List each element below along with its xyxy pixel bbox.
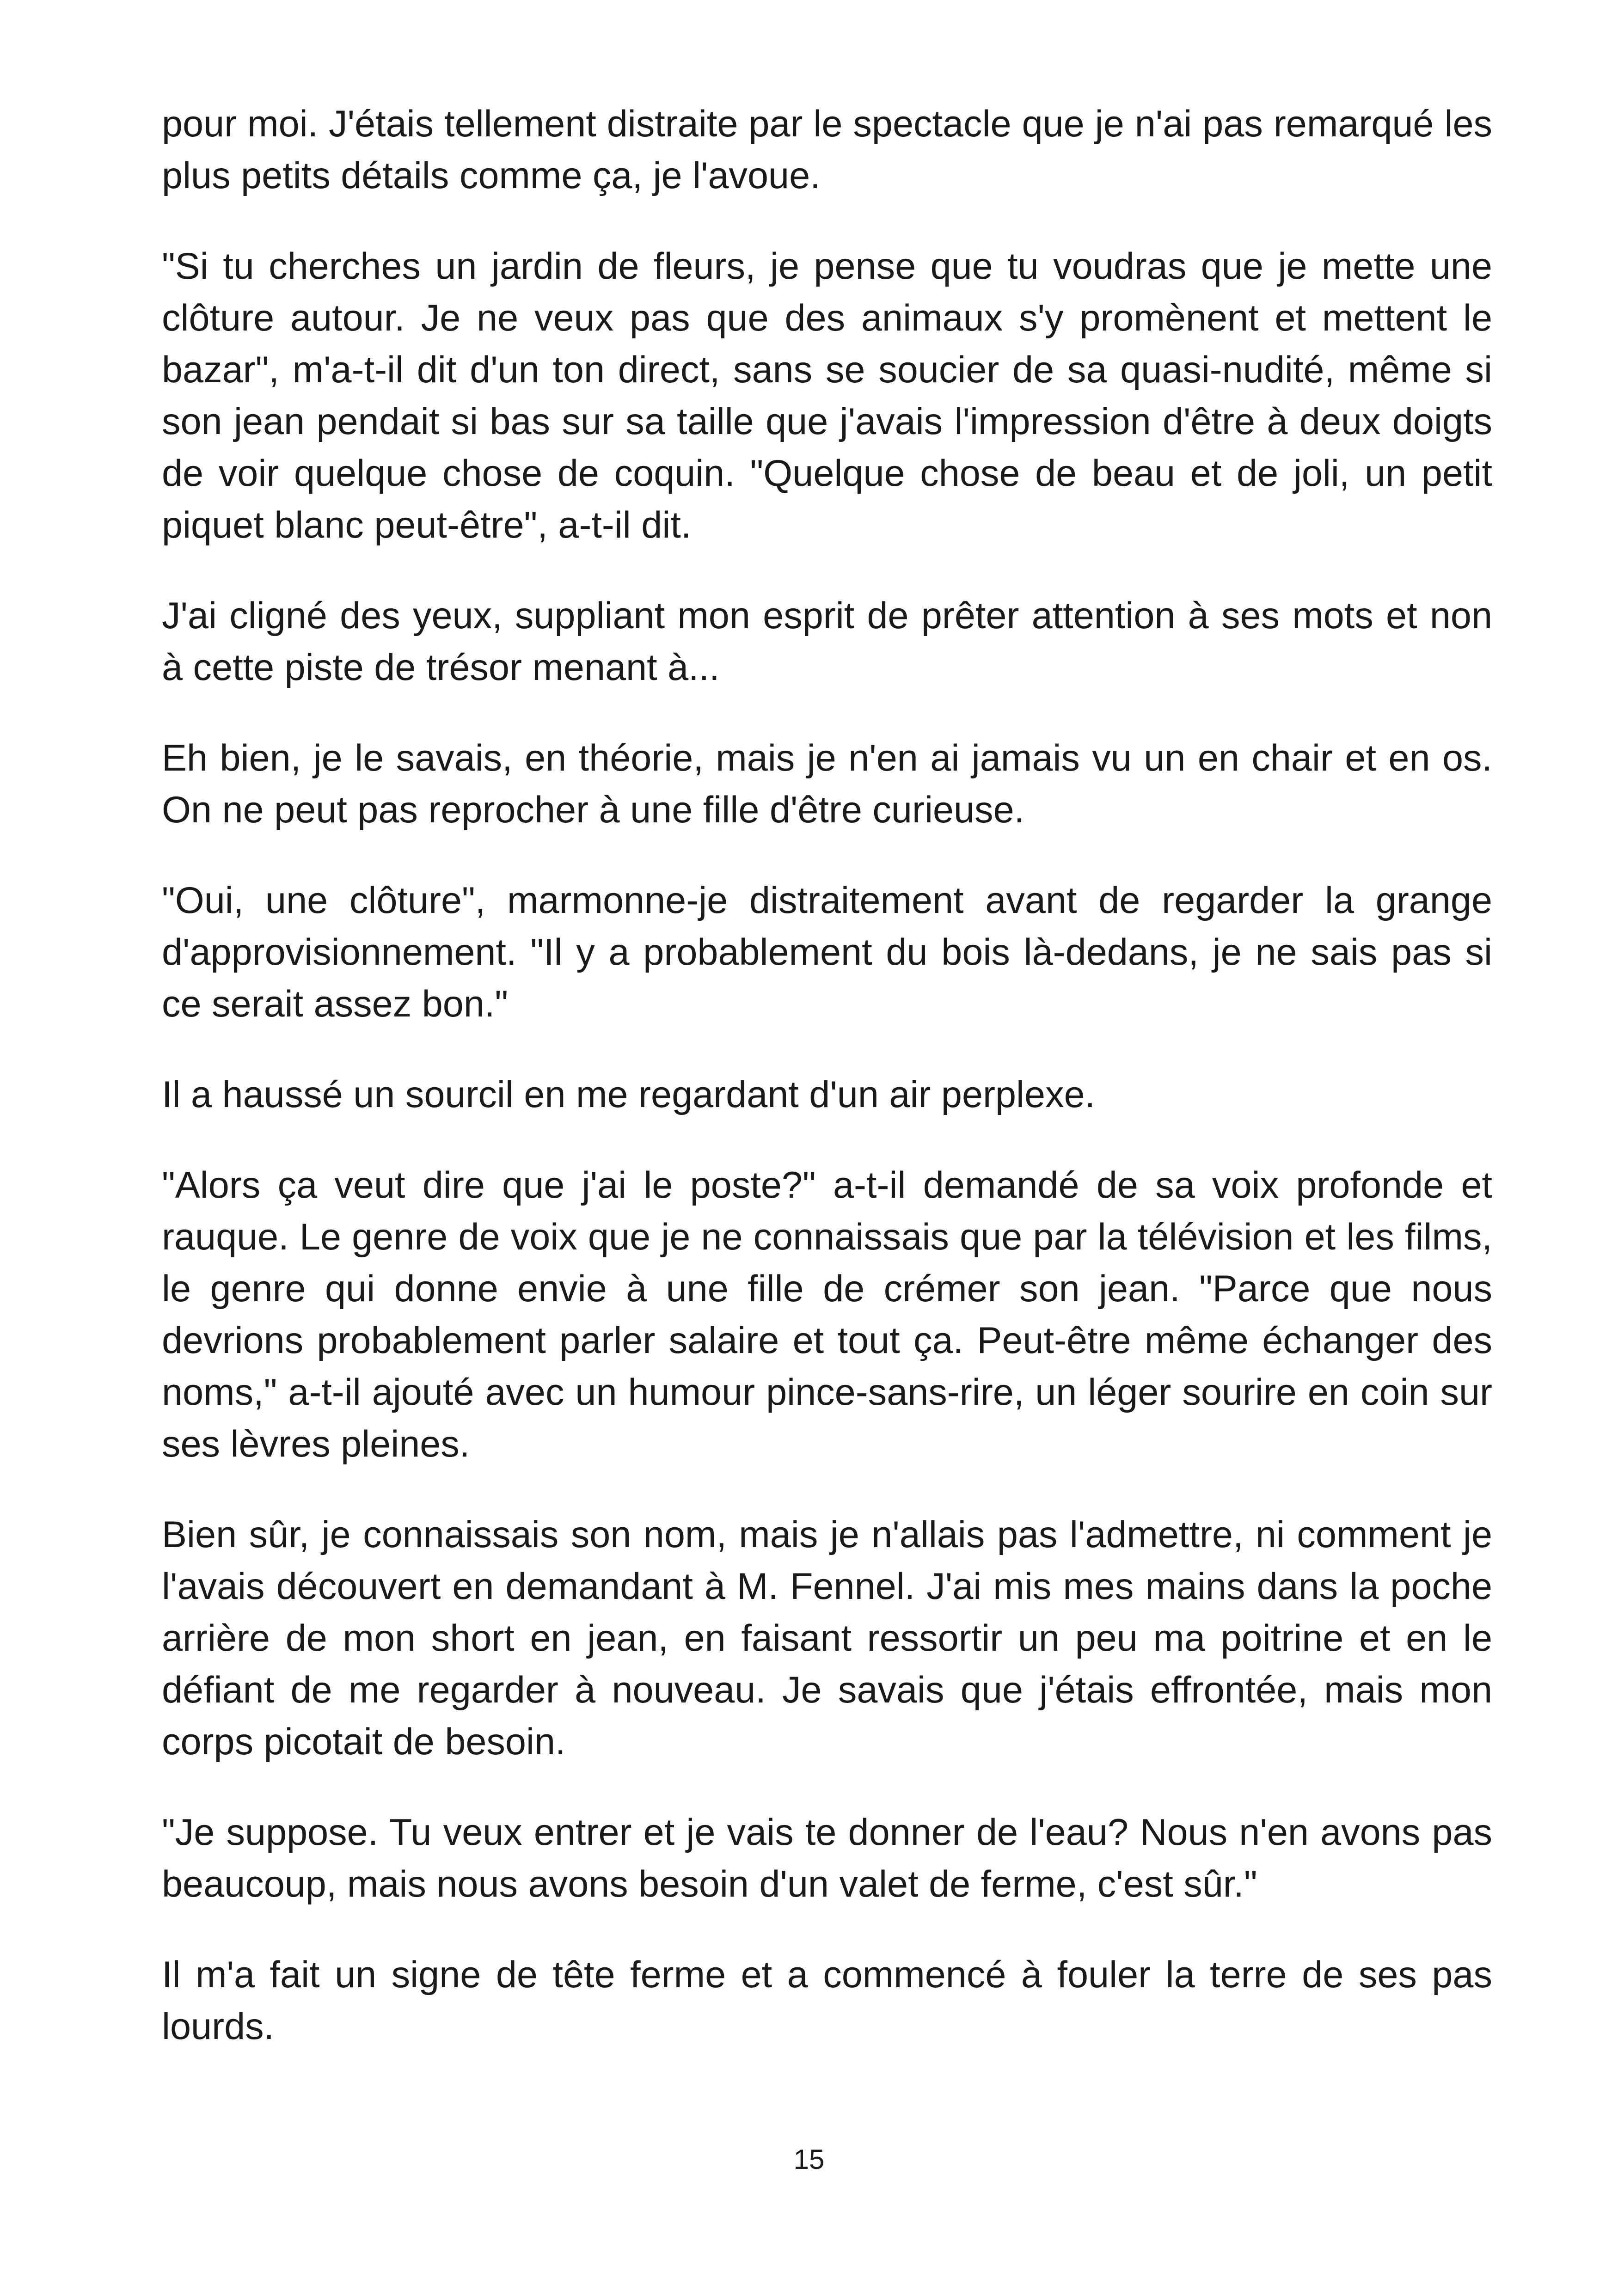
paragraph: "Alors ça veut dire que j'ai le poste?" a-t-il demandé de sa voix profonde et rauque. Le genre de voix que je ne connaissais que par la télévision et les films, le genre qui donne envie à une fille de crémer son jean. "Parce que nous devrions probablement parler salaire et tout ça. Peut-être même échanger des noms," a-t-il ajouté avec un humour pince-sans-rire, un léger sourire en coin sur ses lèvres pleines. — [162, 1164, 1492, 1465]
page-number: 15 — [793, 2144, 825, 2175]
paragraph: Il m'a fait un signe de tête ferme et a commencé à fouler la terre de ses pas lourds. — [162, 1954, 1492, 2047]
paragraph: Eh bien, je le savais, en théorie, mais je n'en ai jamais vu un en chair et en os. On ne peut pas reprocher à une fille d'être curieuse. — [162, 737, 1492, 831]
paragraph: Bien sûr, je connaissais son nom, mais je n'allais pas l'admettre, ni comment je l'avais découvert en demandant à M. Fennel. J'ai mis mes mains dans la poche arrière de mon short en jean, en faisant ressortir un peu ma poitrine et en le défiant de me regarder à nouveau. Je savais que j'étais effrontée, mais mon corps picotait de besoin. — [162, 1514, 1492, 1763]
body-text — [162, 98, 1492, 2091]
paragraph: "Je suppose. Tu veux entrer et je vais te donner de l'eau? Nous n'en avons pas beaucoup, mais nous avons besoin d'un valet de ferme, c'est sûr." — [162, 1812, 1492, 1905]
paragraph: Il a haussé un sourcil en me regardant d'un air perplexe. — [162, 1074, 1096, 1115]
paragraph: J'ai cligné des yeux, suppliant mon esprit de prêter attention à ses mots et non à cette piste de trésor menant à... — [162, 595, 1492, 688]
paragraph: "Si tu cherches un jardin de fleurs, je pense que tu voudras que je mette une clôture autour. Je ne veux pas que des animaux s'y promènent et mettent le bazar", m'a-t-il dit d'un ton direct, sans se soucier de sa quasi-nudité, même si son jean pendait si bas sur sa taille que j'avais l'impression d'être à deux doigts de voir quelque chose de coquin. "Quelque chose de beau et de joli, un petit piquet blanc peut-être", a-t-il dit. — [162, 245, 1492, 546]
paragraph: "Oui, une clôture", marmonne-je distraitement avant de regarder la grange d'approvisionnement. "Il y a probablement du bois là-dedans, je ne sais pas si ce serait assez bon." — [162, 880, 1492, 1025]
paragraph: pour moi. J'étais tellement distraite par le spectacle que je n'ai pas remarqué les plus petits détails comme ça, je l'avoue. — [162, 103, 1492, 196]
